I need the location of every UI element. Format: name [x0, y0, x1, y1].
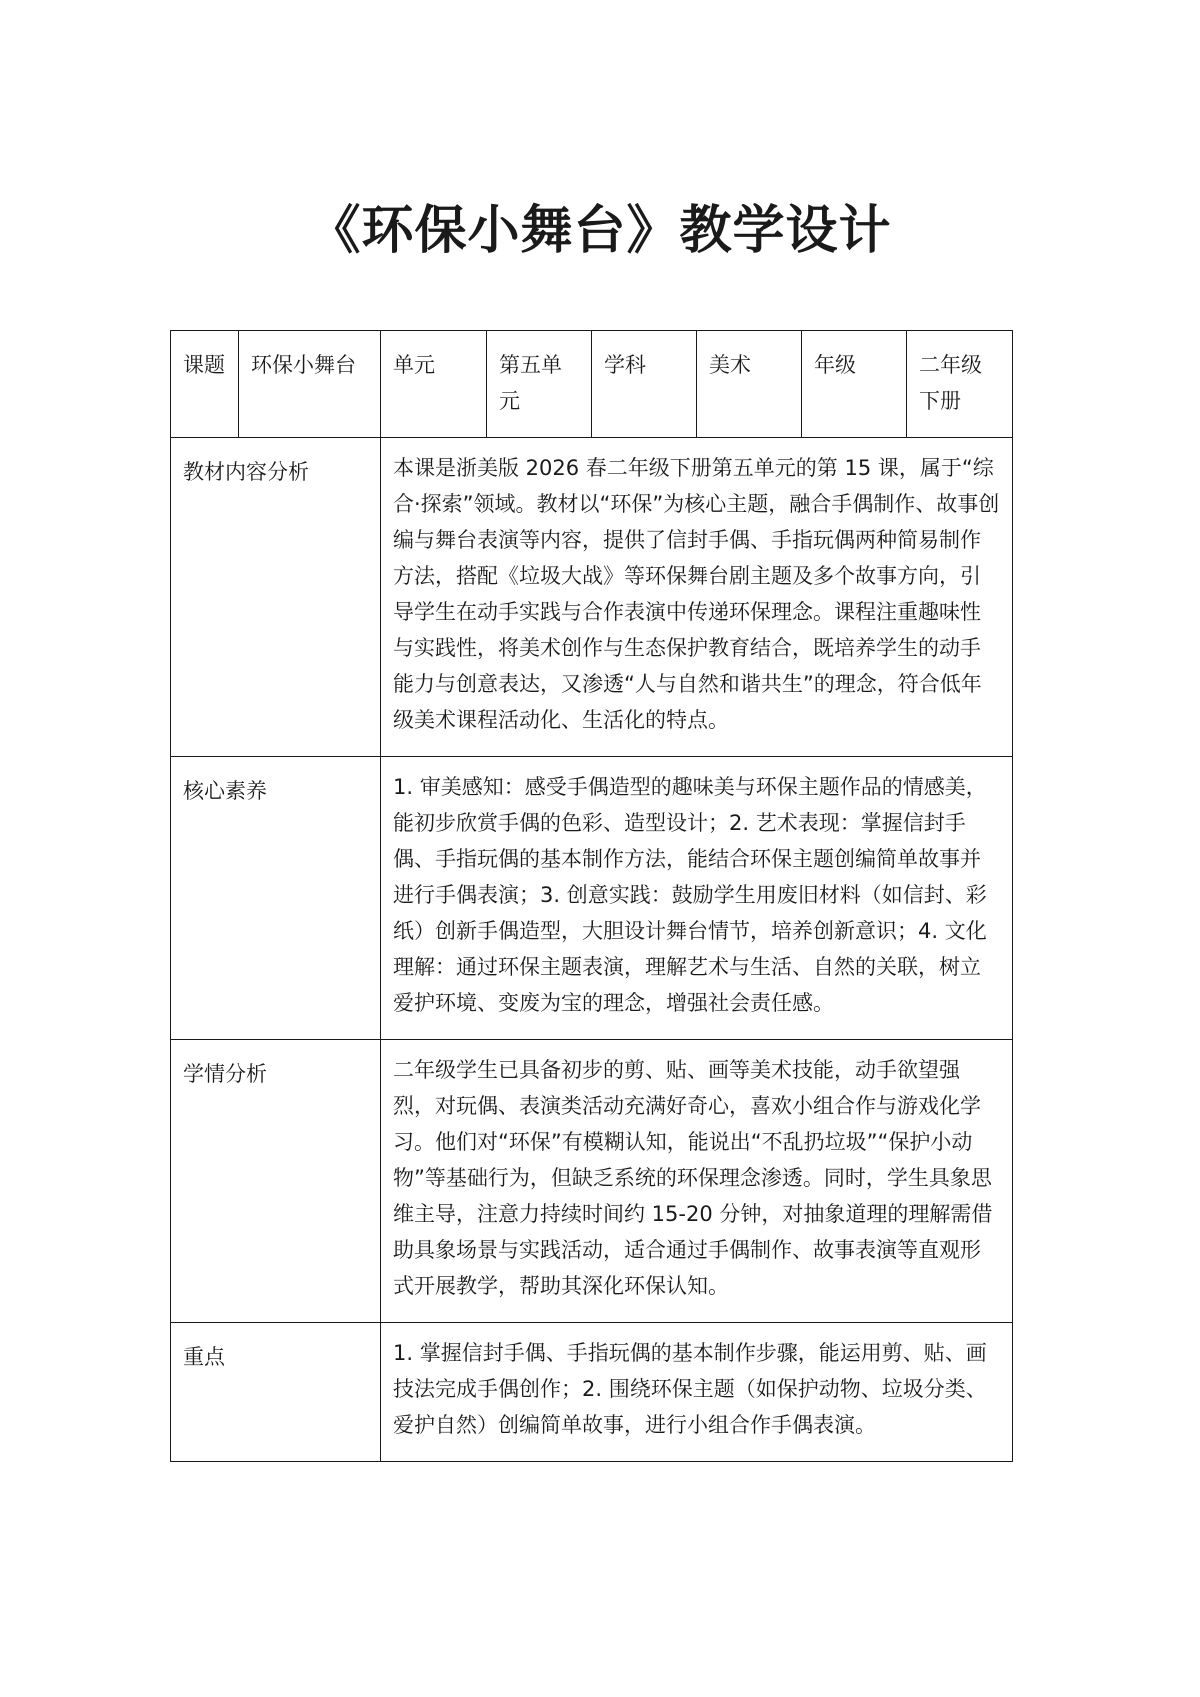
unit-value: 第五单元 [487, 331, 592, 438]
grade-label: 年级 [802, 331, 907, 438]
grade-value: 二年级下册 [907, 331, 1013, 438]
subject-value: 美术 [697, 331, 802, 438]
section-content: 本课是浙美版 2026 春二年级下册第五单元的第 15 课，属于“综合·探索”领域。教材以“环保”为核心主题，融合手偶制作、故事创编与舞台表演等内容，提供了信封手偶、手指玩偶两种简易制作方法，搭配《垃圾大战》等环保舞台剧主题及多个故事方向，引导学生在动手实践与合作表演中传递环保理念。课程注重趣味性与实践性，将美术创作与生态保护教育结合，既培养学生的动手能力与创意表达，又渗透“人与自然和谐共生”的理念，符合低年级美术课程活动化、生活化的特点。 [381, 438, 1013, 757]
section-content: 二年级学生已具备初步的剪、贴、画等美术技能，动手欲望强烈，对玩偶、表演类活动充满好奇心，喜欢小组合作与游戏化学习。他们对“环保”有模糊认知，能说出“不乱扔垃圾”“保护小动物”等基础行为，但缺乏系统的环保理念渗透。同时，学生具象思维主导，注意力持续时间约 15-20 分钟，对抽象道理的理解需借助具象场景与实践活动，适合通过手偶制作、故事表演等直观形式开展教学，帮助其深化环保认知。 [381, 1040, 1013, 1323]
header-row [171, 331, 1013, 438]
section-label: 教材内容分析 [171, 438, 381, 757]
section-content: 1. 审美感知：感受手偶造型的趣味美与环保主题作品的情感美，能初步欣赏手偶的色彩、造型设计；2. 艺术表现：掌握信封手偶、手指玩偶的基本制作方法，能结合环保主题创编简单故事并进行手偶表演；3. 创意实践：鼓励学生用废旧材料（如信封、彩纸）创新手偶造型，大胆设计舞台情节，培养创新意识；4. 文化理解：通过环保主题表演，理解艺术与生活、自然的关联，树立爱护环境、变废为宝的理念，增强社会责任感。 [381, 757, 1013, 1040]
subject-label: 学科 [592, 331, 697, 438]
topic-value: 环保小舞台 [239, 331, 381, 438]
page-title: 《环保小舞台》教学设计 [308, 201, 892, 261]
lesson-plan-table [170, 330, 1013, 1462]
section-label: 学情分析 [171, 1040, 381, 1323]
section-row-key-points [171, 1323, 1013, 1462]
section-label: 重点 [171, 1323, 381, 1462]
section-row-material-analysis [171, 438, 1013, 757]
topic-label: 课题 [171, 331, 239, 438]
section-content: 1. 掌握信封手偶、手指玩偶的基本制作步骤，能运用剪、贴、画技法完成手偶创作；2. 围绕环保主题（如保护动物、垃圾分类、爱护自然）创编简单故事，进行小组合作手偶表演。 [381, 1323, 1013, 1462]
section-row-learner-analysis [171, 1040, 1013, 1323]
section-label: 核心素养 [171, 757, 381, 1040]
unit-label: 单元 [381, 331, 487, 438]
section-row-core-literacy [171, 757, 1013, 1040]
